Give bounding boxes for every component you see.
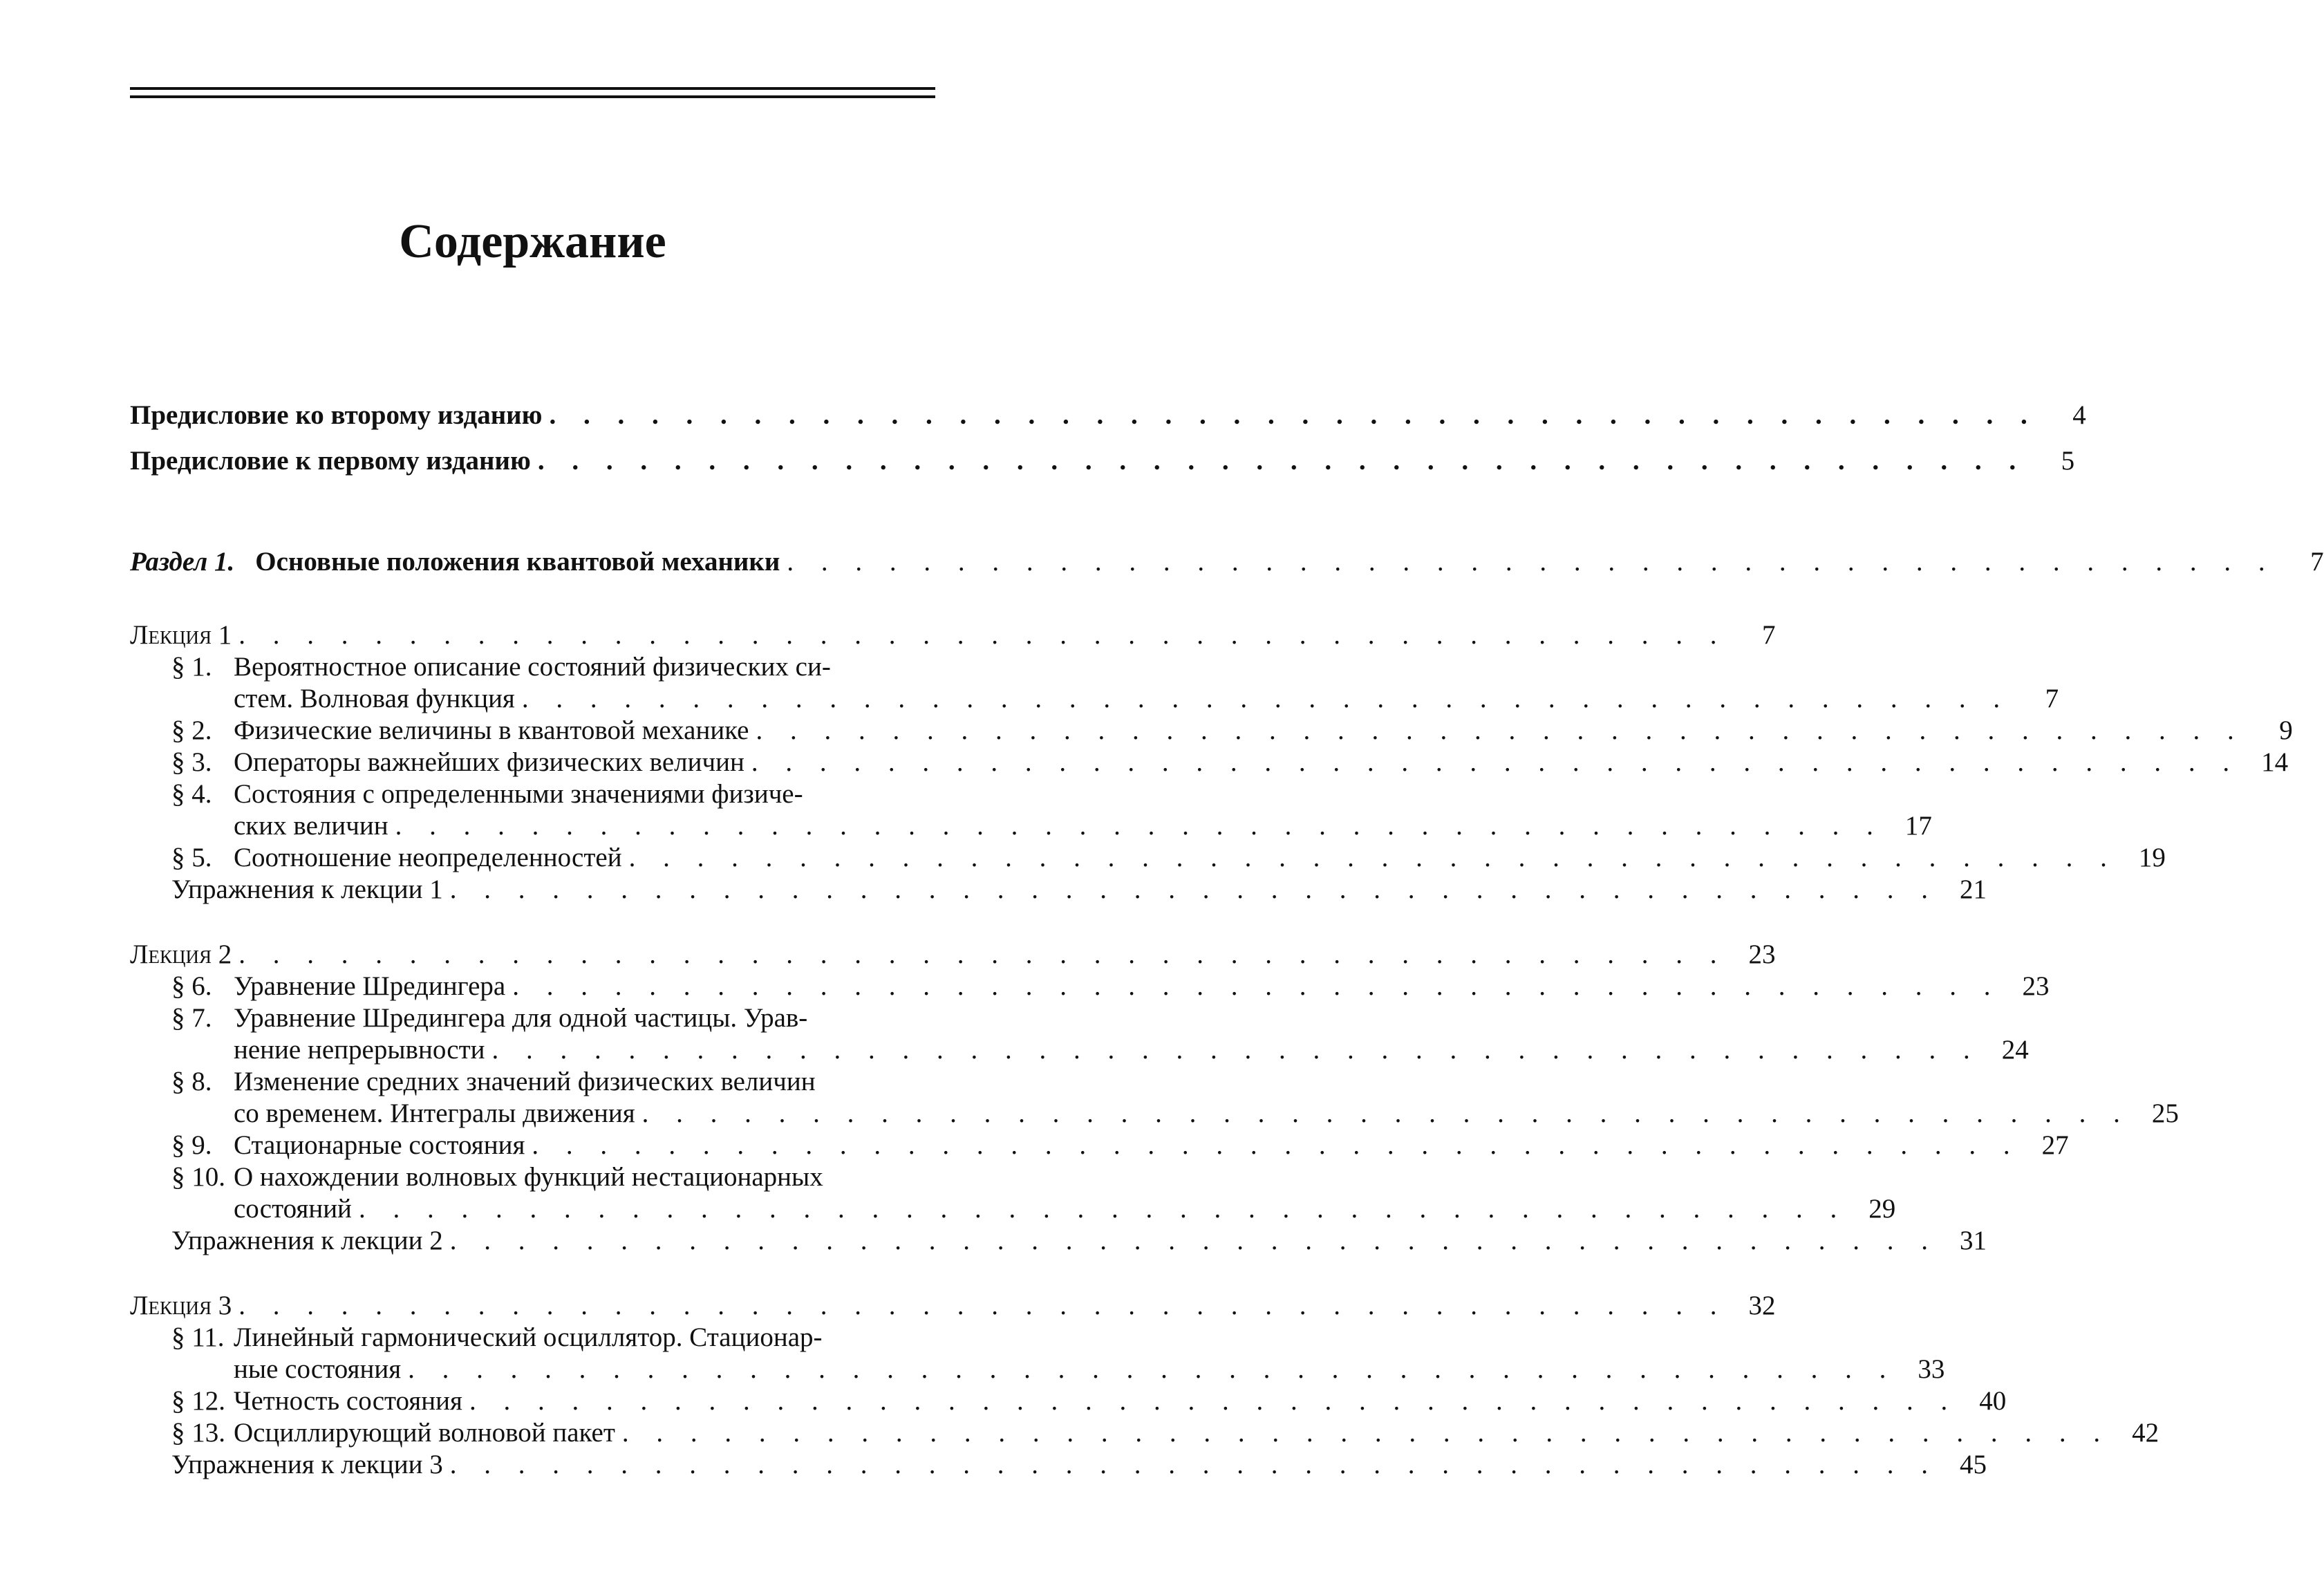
- toc-entry-text: состояний: [234, 1194, 352, 1224]
- lecture-heading: Лекция 2: [130, 939, 232, 969]
- toc-entry-lecture-2[interactable]: [130, 939, 1776, 971]
- toc-page-number: 4: [2072, 400, 2086, 430]
- toc-page-number: 31: [1959, 1226, 1987, 1255]
- toc-entry-section-1[interactable]: [130, 651, 977, 683]
- toc-entry-text: ских величин: [234, 811, 388, 841]
- toc-entry-exercises-2[interactable]: [130, 1225, 1987, 1257]
- toc-entry-preface-1[interactable]: [130, 445, 2075, 477]
- toc-entry-section-3[interactable]: [130, 747, 2289, 778]
- leader-dots: . . . . . . . . . . . . . . . . . . . . . . . . . . . . . . . . . . . . . . . . . . . .: [238, 939, 1727, 969]
- section-number: § 3.: [171, 747, 212, 777]
- toc-page-number: 40: [1979, 1386, 2007, 1416]
- toc-page-number: 45: [1959, 1450, 1987, 1479]
- toc-entry-preface-2[interactable]: [130, 400, 2086, 431]
- toc-entry-text: Осциллирующий волновой пакет: [234, 1418, 615, 1448]
- leader-dots: . . . . . . . . . . . . . . . . . . . . . . . . . . . . . . . . . . . . . . . . . . . .: [621, 1418, 2111, 1448]
- toc-page-number: 9: [2279, 716, 2293, 745]
- toc-page-number: 19: [2138, 843, 2166, 872]
- toc-entry-text: Вероятностное описание состояний физических си-: [234, 652, 831, 682]
- leader-dots: . . . . . . . . . . . . . . . . . . . . . . . . . . . . . . . . . . . . . . . . . . . .: [756, 716, 2245, 745]
- leader-dots: . . . . . . . . . . . . . . . . . . . . . . . . . . . . . . . . . . . . . . . . . . . .: [532, 1130, 2021, 1160]
- toc-entry-section-10-cont[interactable]: [130, 1193, 1896, 1225]
- toc-entry-section-4[interactable]: [130, 778, 977, 810]
- section-number: § 5.: [171, 843, 212, 872]
- toc-entry-section-9[interactable]: [130, 1130, 2069, 1161]
- toc-page-number: 42: [2132, 1418, 2159, 1448]
- section-number: § 4.: [171, 779, 212, 809]
- leader-dots: . . . . . . . . . . . . . . . . . . . . . . . . . . . . . . . . . . . . . . . . . . . .: [469, 1386, 1958, 1416]
- leader-dots: . . . . . . . . . . . . . . . . . . . . . . . . . . . . . . . . . . . . . . . . . . . .: [521, 684, 2011, 713]
- toc-page-number: 25: [2151, 1098, 2179, 1128]
- toc-entry-text: Соотношение неопределенностей: [234, 843, 622, 872]
- section-number: § 6.: [171, 971, 212, 1001]
- toc-page-number: 23: [2022, 971, 2050, 1001]
- toc-page-number: 7: [1761, 620, 1776, 650]
- toc-entry-section-10[interactable]: [130, 1161, 977, 1193]
- toc-entry-section-8-cont[interactable]: [130, 1098, 2179, 1130]
- toc-entry-section-11[interactable]: [130, 1322, 977, 1354]
- toc-entry-section-7-cont[interactable]: [130, 1034, 2029, 1066]
- toc-entry-section-1-cont[interactable]: [130, 683, 2059, 715]
- toc-entry-section-5[interactable]: [130, 842, 2166, 874]
- page-title: Содержание: [399, 215, 666, 268]
- toc-entry-text: Состояния с определенными значениями физиче-: [234, 779, 803, 809]
- top-rule-second: [130, 95, 935, 98]
- toc-entry-text: Уравнение Шредингера: [234, 971, 506, 1001]
- toc-entry-section-2[interactable]: [130, 715, 2293, 747]
- toc-entry-text: Предисловие к первому изданию: [130, 446, 531, 476]
- leader-dots: . . . . . . . . . . . . . . . . . . . . . . . . . . . . . . . . . . . . . . . . . . . .: [641, 1098, 2130, 1128]
- section-number: § 11.: [171, 1322, 225, 1352]
- toc-entry-text: нение непрерывности: [234, 1035, 485, 1065]
- toc-entry-text: Стационарные состояния: [234, 1130, 525, 1160]
- leader-dots: . . . . . . . . . . . . . . . . . . . . . . . . . . . . . . . . . . . . . . . . . . . .: [358, 1194, 1848, 1224]
- leader-dots: . . . . . . . . . . . . . . . . . . . . . . . . . . . . . . . . . . . . . . . . . . . .: [449, 1450, 1938, 1479]
- toc-entry-exercises-1[interactable]: [130, 874, 1987, 906]
- toc-page-number: 23: [1748, 939, 1776, 969]
- toc-entry-lecture-3[interactable]: [130, 1290, 1776, 1322]
- section-number: § 13.: [171, 1418, 225, 1448]
- toc-entry-exercises-3[interactable]: [130, 1449, 1987, 1481]
- toc-entry-text: Упражнения к лекции 2: [171, 1226, 443, 1255]
- lecture-heading: Лекция 3: [130, 1291, 232, 1320]
- section-number: § 8.: [171, 1067, 212, 1096]
- toc-page-number: 7: [2045, 684, 2059, 713]
- toc-page-number: 7: [2310, 547, 2324, 577]
- toc-entry-text: со временем. Интегралы движения: [234, 1098, 635, 1128]
- toc-entry-text: Упражнения к лекции 1: [171, 874, 443, 904]
- toc-page-number: 27: [2041, 1130, 2069, 1160]
- toc-entry-section-4-cont[interactable]: [130, 810, 1932, 842]
- section-number: § 7.: [171, 1003, 212, 1033]
- section-number: § 2.: [171, 716, 212, 745]
- lecture-heading: Лекция 1: [130, 620, 232, 650]
- part-title: Основные положения квантовой механики: [255, 547, 780, 577]
- part-label: Раздел 1.: [130, 547, 235, 577]
- leader-dots: . . . . . . . . . . . . . . . . . . . . . . . . . . . . . . . . . . . . . . . . . . . .: [787, 547, 2276, 577]
- top-rule: [130, 87, 935, 90]
- toc-entry-text: стем. Волновая функция: [234, 684, 515, 713]
- toc-entry-section-6[interactable]: [130, 971, 2050, 1002]
- leader-dots: . . . . . . . . . . . . . . . . . . . . . . . . . . . . . . . . . . . . . . . . . . . .: [512, 971, 2001, 1001]
- toc-entry-text: Предисловие ко второму изданию: [130, 400, 543, 430]
- toc-page-number: 32: [1748, 1291, 1776, 1320]
- toc-page-number: 17: [1904, 811, 1932, 841]
- section-number: § 9.: [171, 1130, 212, 1160]
- section-number: § 10.: [171, 1162, 225, 1192]
- toc-entry-lecture-1[interactable]: [130, 619, 1776, 651]
- toc-entry-section-13[interactable]: [130, 1417, 2159, 1449]
- leader-dots: . . . . . . . . . . . . . . . . . . . . . . . . . . . . . . . . . . . . . . . . . . . .: [395, 811, 1884, 841]
- toc-page-number: 29: [1868, 1194, 1896, 1224]
- toc-page-number: 24: [2001, 1035, 2029, 1065]
- toc-entry-section-11-cont[interactable]: [130, 1354, 1945, 1385]
- toc-entry-text: Упражнения к лекции 3: [171, 1450, 443, 1479]
- leader-dots: . . . . . . . . . . . . . . . . . . . . . . . . . . . . . . . . . . . . . . . . . . . .: [549, 400, 2038, 430]
- toc-entry-section-8[interactable]: [130, 1066, 977, 1098]
- toc-entry-text: Уравнение Шредингера для одной частицы. Урав-: [234, 1003, 808, 1033]
- leader-dots: . . . . . . . . . . . . . . . . . . . . . . . . . . . . . . . . . . . . . . . . . . . .: [238, 620, 1727, 650]
- toc-entry-part-1[interactable]: [130, 546, 2324, 578]
- toc-entry-text: Линейный гармонический осциллятор. Стационар-: [234, 1322, 823, 1352]
- toc-page-number: 5: [2061, 446, 2075, 476]
- section-number: § 12.: [171, 1386, 225, 1416]
- section-number: § 1.: [171, 652, 212, 682]
- toc-entry-text: Четность состояния: [234, 1386, 462, 1416]
- leader-dots: . . . . . . . . . . . . . . . . . . . . . . . . . . . . . . . . . . . . . . . . . . . .: [449, 1226, 1938, 1255]
- leader-dots: . . . . . . . . . . . . . . . . . . . . . . . . . . . . . . . . . . . . . . . . . . . .: [537, 446, 2027, 476]
- toc-page-number: 14: [2261, 747, 2289, 777]
- leader-dots: . . . . . . . . . . . . . . . . . . . . . . . . . . . . . . . . . . . . . . . . . . . .: [751, 747, 2240, 777]
- toc-page-number: 33: [1918, 1354, 1945, 1384]
- leader-dots: . . . . . . . . . . . . . . . . . . . . . . . . . . . . . . . . . . . . . . . . . . . .: [408, 1354, 1897, 1384]
- toc-entry-section-12[interactable]: [130, 1385, 2007, 1417]
- toc-entry-text: О нахождении волновых функций нестационарных: [234, 1162, 823, 1192]
- leader-dots: . . . . . . . . . . . . . . . . . . . . . . . . . . . . . . . . . . . . . . . . . . . .: [449, 874, 1938, 904]
- leader-dots: . . . . . . . . . . . . . . . . . . . . . . . . . . . . . . . . . . . . . . . . . . . .: [238, 1291, 1727, 1320]
- toc-entry-text: Операторы важнейших физических величин: [234, 747, 744, 777]
- toc-entry-section-7[interactable]: [130, 1002, 977, 1034]
- toc-page-number: 21: [1959, 874, 1987, 904]
- toc-entry-text: Изменение средних значений физических величин: [234, 1067, 816, 1096]
- toc-entry-text: ные состояния: [234, 1354, 402, 1384]
- leader-dots: . . . . . . . . . . . . . . . . . . . . . . . . . . . . . . . . . . . . . . . . . . . .: [491, 1035, 1980, 1065]
- leader-dots: . . . . . . . . . . . . . . . . . . . . . . . . . . . . . . . . . . . . . . . . . . . .: [628, 843, 2117, 872]
- toc-entry-text: Физические величины в квантовой механике: [234, 716, 749, 745]
